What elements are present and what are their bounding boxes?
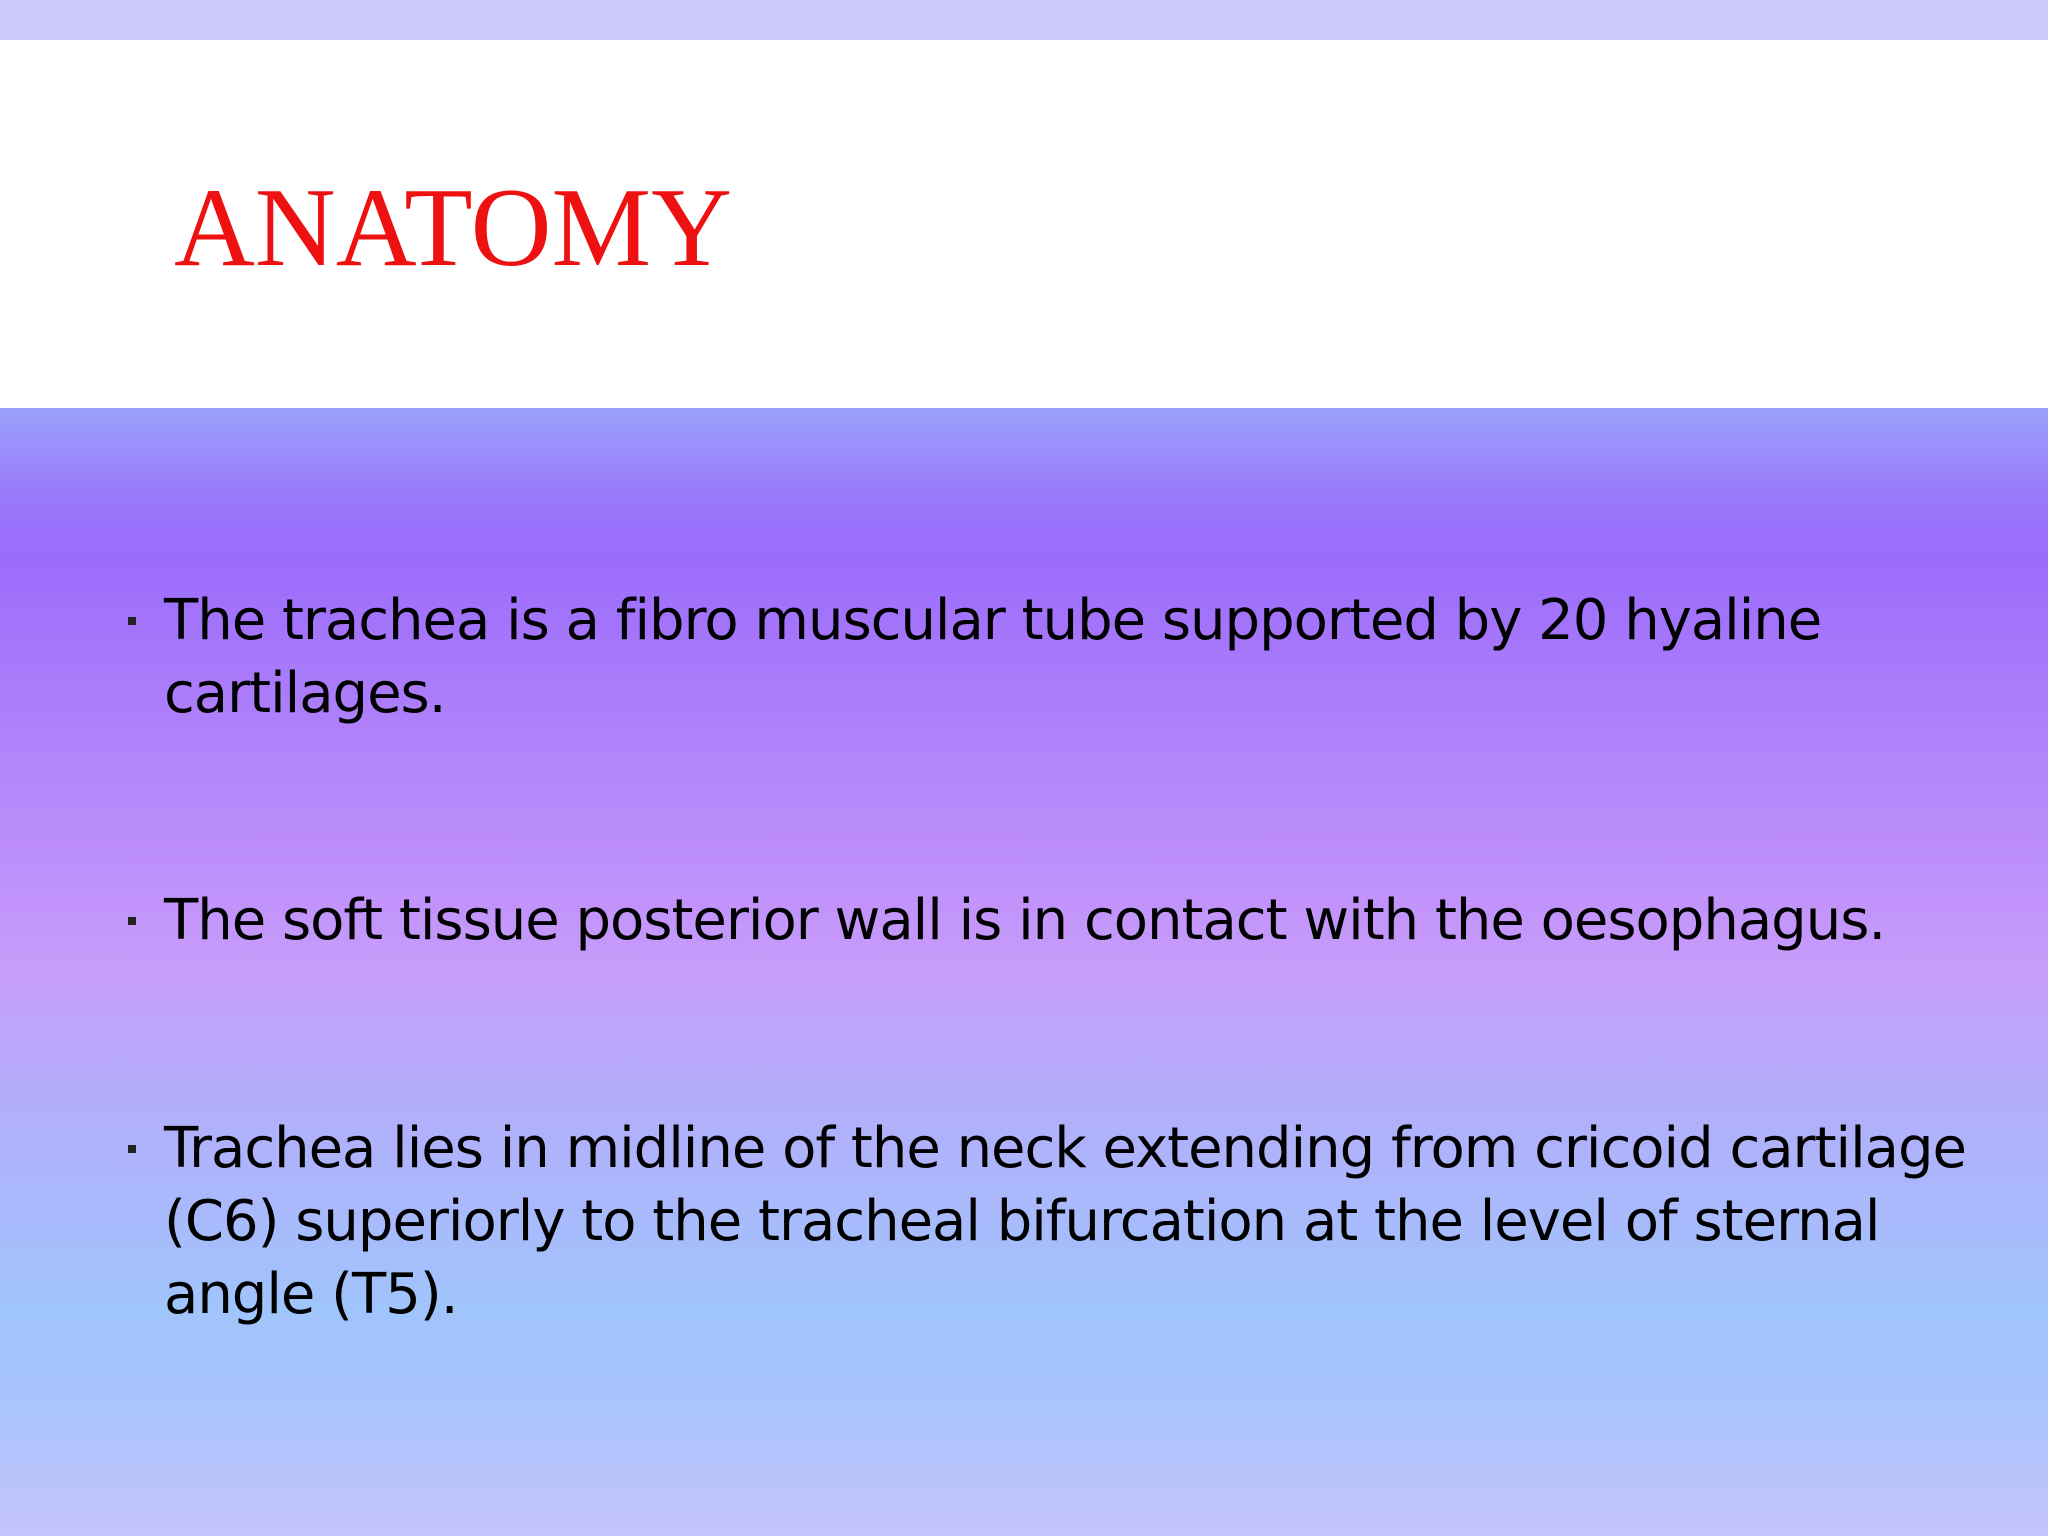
top-band — [0, 0, 2048, 40]
bullet-item — [164, 884, 2004, 957]
bullet-item — [164, 584, 2004, 730]
square-bullet-icon — [128, 1145, 136, 1153]
bullet-text: Trachea lies in midline of the neck extending from cricoid cartilage (C6) superiorly to the tracheal bifurcation at the level of sternal angle (T5). — [164, 1116, 1966, 1327]
square-bullet-icon — [128, 617, 136, 625]
bullet-text: The soft tissue posterior wall is in contact with the oesophagus. — [164, 888, 1886, 953]
content-area — [0, 408, 2048, 1536]
bullet-text: The trachea is a fibro muscular tube supported by 20 hyaline cartilages. — [164, 588, 1822, 726]
square-bullet-icon — [128, 917, 136, 925]
slide-title: ANATOMY — [174, 166, 732, 290]
bullet-list — [0, 408, 2048, 1536]
bullet-item — [164, 1112, 2004, 1331]
